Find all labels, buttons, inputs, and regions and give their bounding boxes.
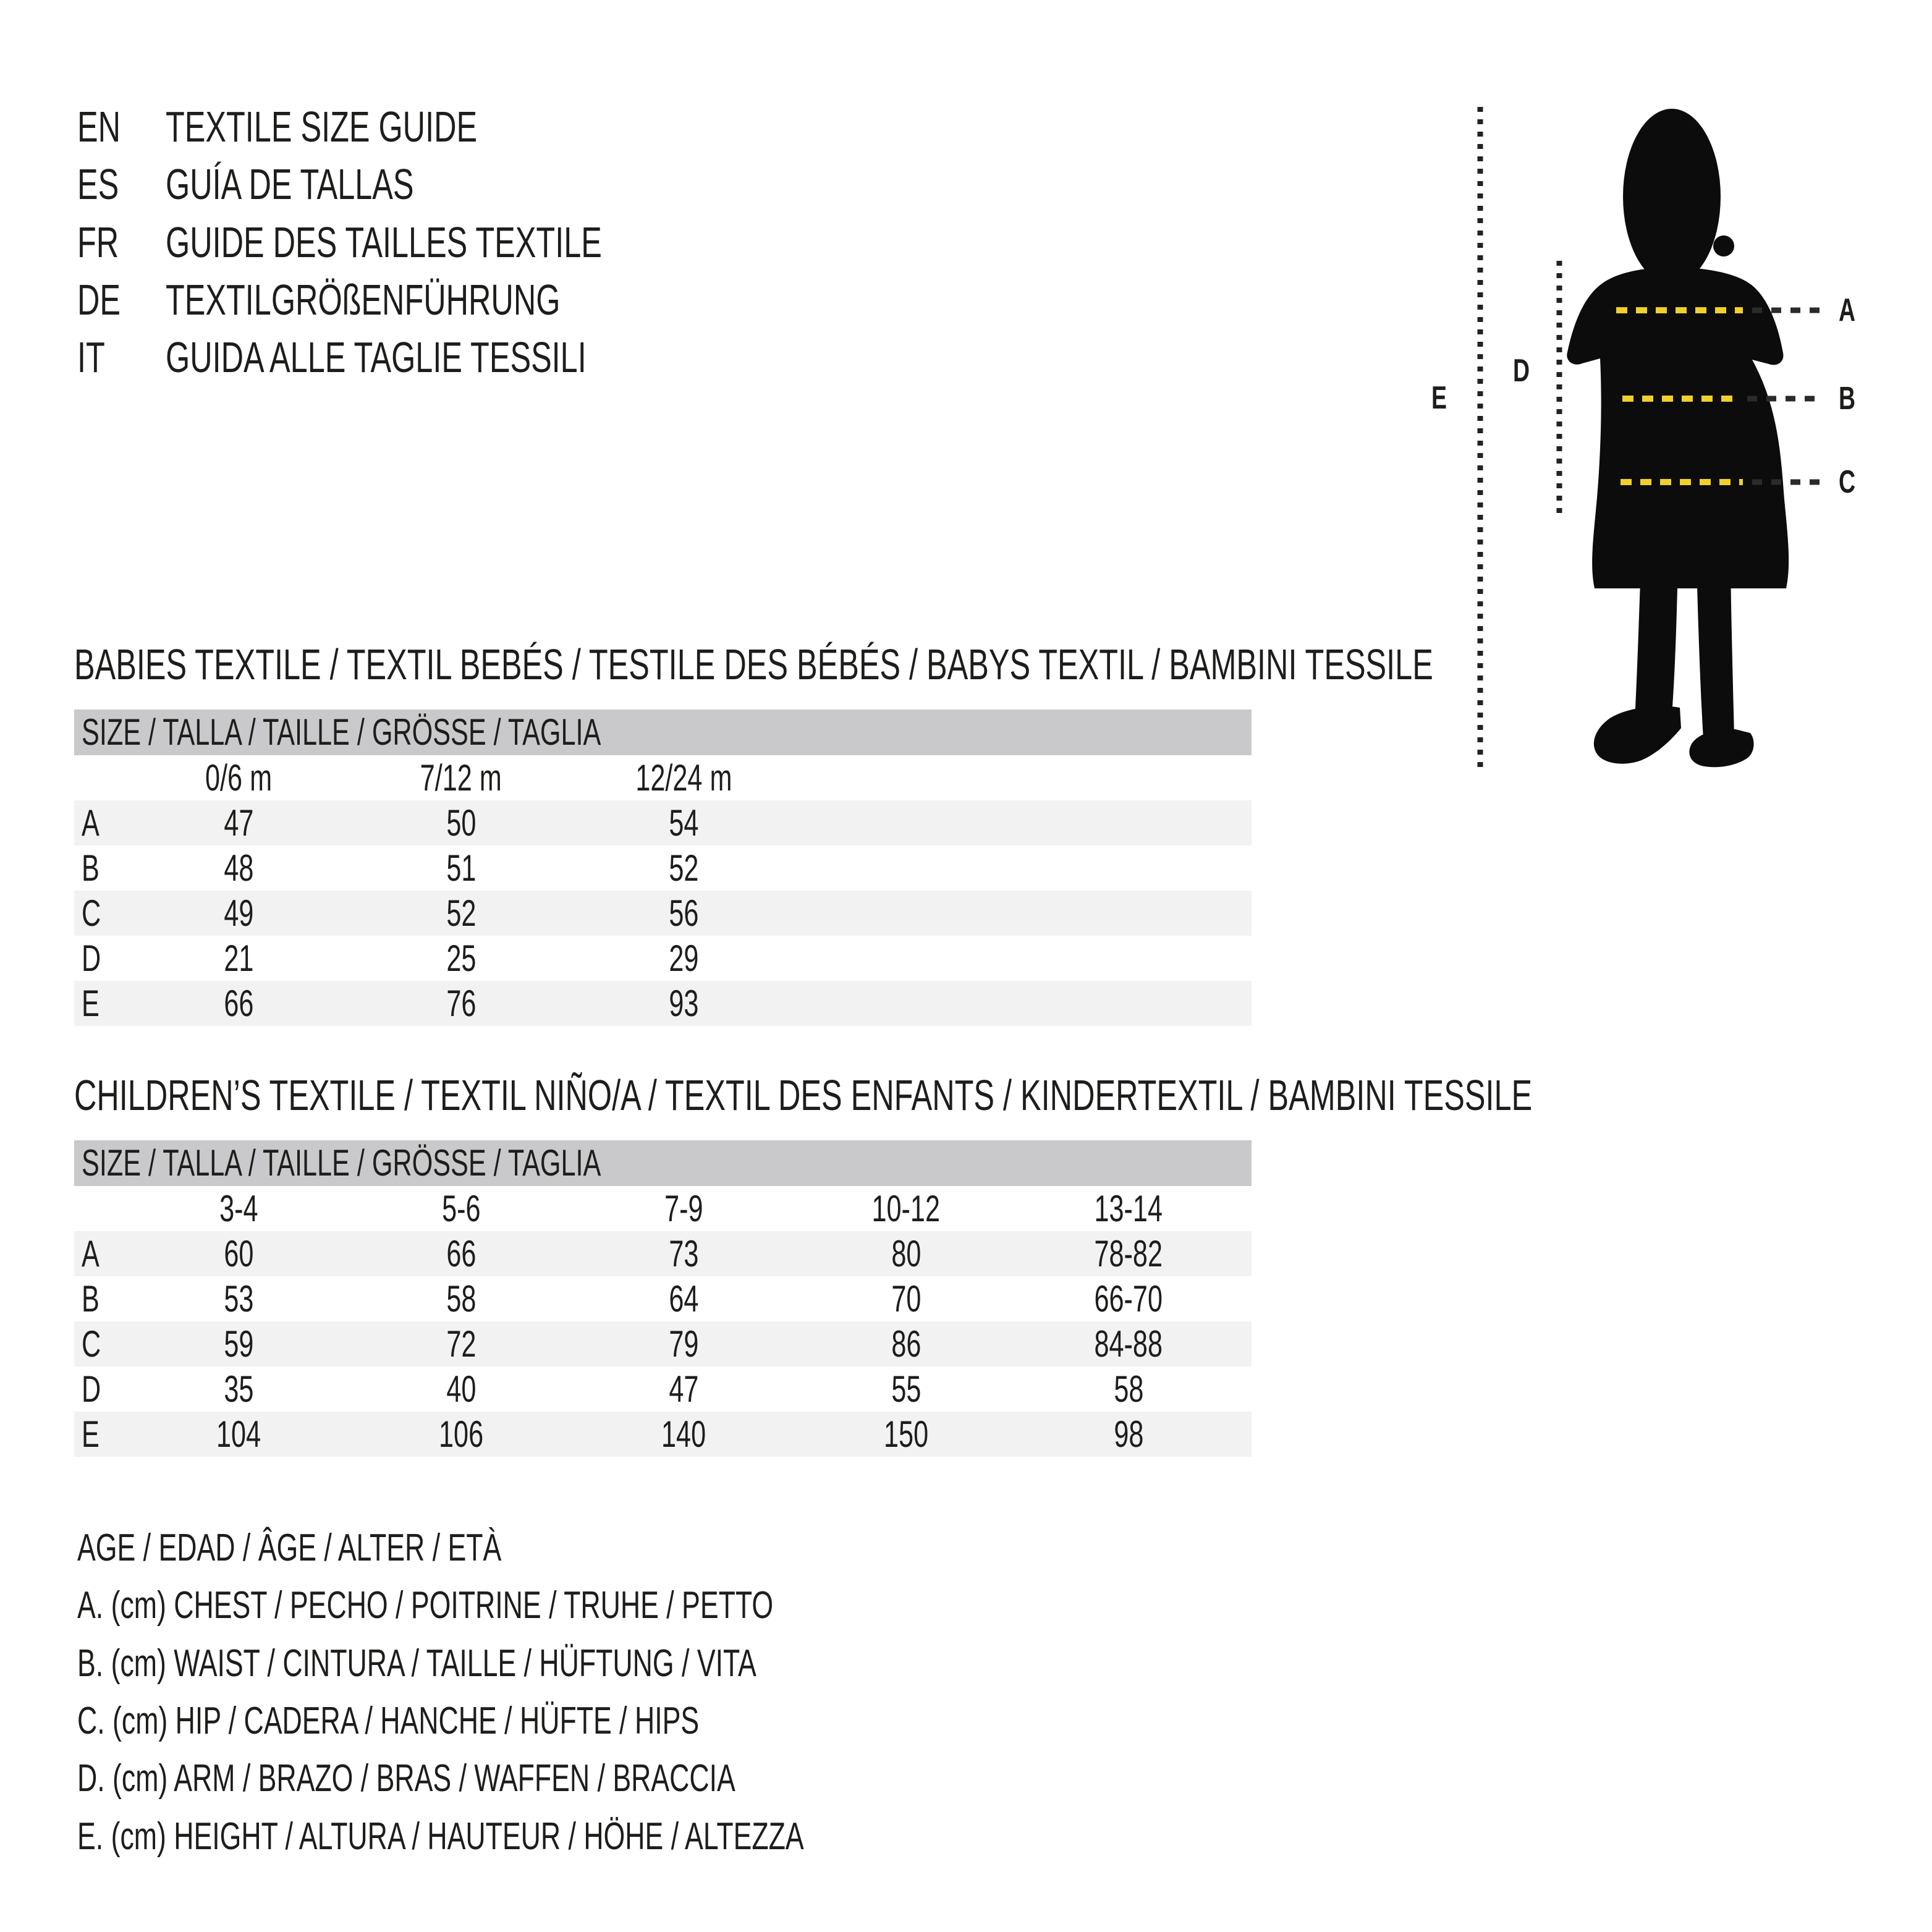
- lang-code: ES: [77, 160, 119, 208]
- row-label: C: [82, 892, 101, 934]
- table-row: [74, 981, 1252, 1026]
- table-row: [74, 1366, 1252, 1412]
- silhouette-ear: [1713, 235, 1734, 256]
- table-row: [74, 936, 1252, 981]
- table-cell: 59: [223, 1323, 254, 1365]
- figure-label-C: C: [1839, 464, 1856, 500]
- guide-title-fr: GUIDE DES TAILLES TEXTILE: [166, 218, 602, 266]
- children-col-header: 3-4: [219, 1188, 258, 1229]
- table-cell: 53: [223, 1278, 254, 1320]
- table-cell: 47: [223, 802, 254, 844]
- row-label: E: [82, 1413, 100, 1455]
- table-cell: 93: [668, 983, 699, 1024]
- babies-col-header: 0/6 m: [205, 757, 273, 799]
- silhouette-right-shoe: [1689, 729, 1753, 768]
- figure-label-E: E: [1431, 380, 1447, 416]
- table-cell: 64: [668, 1278, 699, 1320]
- figure-label-B: B: [1839, 381, 1856, 417]
- babies-size-header-text: SIZE / TALLA / TAILLE / GRÖSSE / TAGLIA: [82, 711, 601, 753]
- table-cell: 140: [661, 1413, 706, 1455]
- lang-code: EN: [77, 103, 121, 151]
- table-cell: 78-82: [1094, 1233, 1163, 1274]
- table-cell: 47: [668, 1368, 699, 1410]
- babies-column-header-row: [74, 755, 1252, 800]
- table-row: [74, 891, 1252, 936]
- table-cell: 35: [223, 1368, 254, 1410]
- table-cell: 79: [668, 1323, 699, 1365]
- guide-title-es: GUÍA DE TALLAS: [166, 160, 414, 208]
- children-size-header-text: SIZE / TALLA / TAILLE / GRÖSSE / TAGLIA: [82, 1142, 601, 1184]
- table-row: [74, 800, 1252, 845]
- table-cell: 66-70: [1094, 1278, 1163, 1320]
- children-col-header: 7-9: [664, 1188, 703, 1229]
- legend-waist-line: B. (cm) WAIST / CINTURA / TAILLE / HÜFTUNG / VITA: [77, 1642, 756, 1685]
- table-row: [74, 1412, 1252, 1457]
- table-cell: 72: [446, 1323, 477, 1365]
- table-cell: 21: [223, 938, 254, 979]
- guide-title-it: GUIDA ALLE TAGLIE TESSILI: [166, 333, 587, 381]
- children-col-header: 10-12: [871, 1188, 941, 1229]
- children-col-header: 13-14: [1094, 1188, 1163, 1229]
- table-cell: 73: [668, 1233, 699, 1274]
- table-cell: 80: [891, 1233, 922, 1274]
- table-row: [74, 1321, 1252, 1366]
- babies-col-header: 12/24 m: [635, 757, 732, 799]
- table-cell: 52: [446, 892, 477, 934]
- children-col-header: 5-6: [441, 1188, 481, 1229]
- table-cell: 98: [1113, 1413, 1144, 1455]
- babies-col-header: 7/12 m: [420, 757, 502, 799]
- table-cell: 150: [883, 1413, 929, 1455]
- table-cell: 60: [223, 1233, 254, 1274]
- children-size-header-bar: [74, 1140, 1252, 1186]
- table-cell: 58: [446, 1278, 477, 1320]
- table-cell: 66: [223, 983, 254, 1024]
- silhouette-head: [1623, 109, 1721, 284]
- legend-arm-line: D. (cm) ARM / BRAZO / BRAS / WAFFEN / BRACCIA: [77, 1757, 735, 1800]
- legend-height-line: E. (cm) HEIGHT / ALTURA / HAUTEUR / HÖHE / ALTEZZA: [77, 1815, 804, 1858]
- babies-size-header-bar: [74, 710, 1252, 755]
- table-row: [74, 1276, 1252, 1321]
- table-row: [74, 845, 1252, 891]
- guide-title-de: TEXTILGRÖßENFÜHRUNG: [166, 276, 561, 324]
- children-column-header-row: [74, 1186, 1252, 1231]
- row-label: B: [82, 847, 100, 889]
- table-cell: 84-88: [1094, 1323, 1163, 1365]
- lang-code: FR: [77, 218, 119, 266]
- children-section-title: CHILDREN’S TEXTILE / TEXTIL NIÑO/A / TEXTIL DES ENFANTS / KINDERTEXTIL / BAMBINI TESSILE: [74, 1071, 1533, 1119]
- legend-age-line: AGE / EDAD / ÂGE / ALTER / ETÀ: [77, 1527, 502, 1569]
- table-cell: 25: [446, 938, 477, 979]
- row-label: D: [82, 938, 101, 979]
- guide-title-en: TEXTILE SIZE GUIDE: [166, 103, 478, 151]
- table-cell: 86: [891, 1323, 922, 1365]
- silhouette-shirt-shorts: [1567, 267, 1789, 588]
- table-cell: 40: [446, 1368, 477, 1410]
- legend-chest-line: A. (cm) CHEST / PECHO / POITRINE / TRUHE / PETTO: [77, 1584, 774, 1627]
- table-cell: 76: [446, 983, 477, 1024]
- table-cell: 56: [668, 892, 699, 934]
- lang-code: IT: [77, 333, 105, 381]
- figure-label-D: D: [1513, 353, 1530, 389]
- table-cell: 70: [891, 1278, 922, 1320]
- row-label: A: [82, 802, 100, 844]
- table-cell: 66: [446, 1233, 477, 1274]
- row-label: A: [82, 1233, 100, 1274]
- table-cell: 51: [446, 847, 477, 889]
- table-row: [74, 1231, 1252, 1276]
- table-cell: 49: [223, 892, 254, 934]
- table-cell: 50: [446, 802, 477, 844]
- babies-section-title: BABIES TEXTILE / TEXTIL BEBÉS / TESTILE DES BÉBÉS / BABYS TEXTIL / BAMBINI TESSILE: [74, 640, 1433, 688]
- row-label: C: [82, 1323, 101, 1365]
- table-cell: 29: [668, 938, 699, 979]
- table-cell: 52: [668, 847, 699, 889]
- table-cell: 54: [668, 802, 699, 844]
- table-cell: 48: [223, 847, 254, 889]
- figure-label-A: A: [1839, 292, 1856, 328]
- table-cell: 55: [891, 1368, 922, 1410]
- lang-code: DE: [77, 276, 121, 324]
- silhouette-left-shoe: [1594, 706, 1681, 763]
- row-label: D: [82, 1368, 101, 1410]
- row-label: B: [82, 1278, 100, 1320]
- legend-hip-line: C. (cm) HIP / CADERA / HANCHE / HÜFTE / HIPS: [77, 1700, 700, 1742]
- table-cell: 58: [1113, 1368, 1144, 1410]
- table-cell: 104: [216, 1413, 261, 1455]
- row-label: E: [82, 983, 100, 1024]
- table-cell: 106: [438, 1413, 484, 1455]
